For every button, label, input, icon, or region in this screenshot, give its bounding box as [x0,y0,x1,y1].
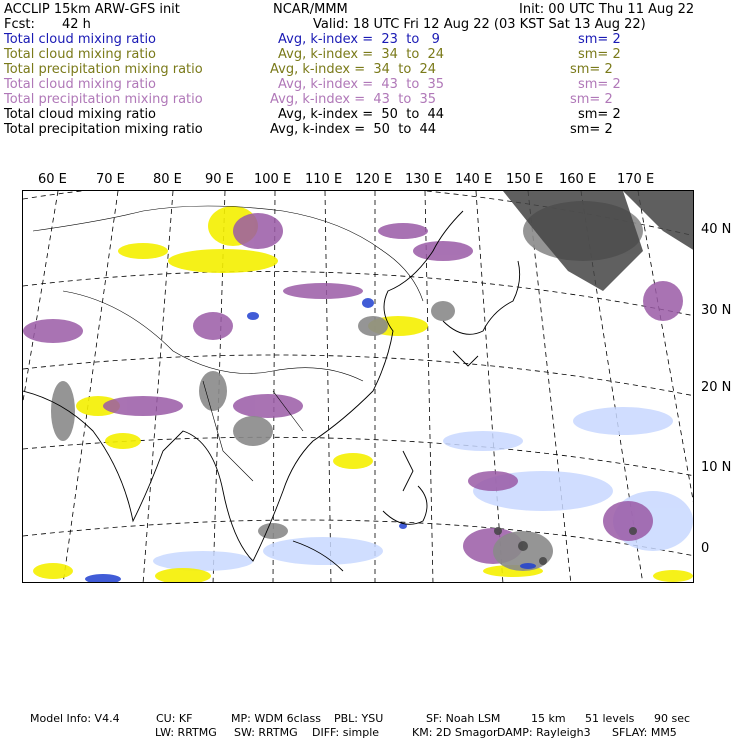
valid-time: Valid: 18 UTC Fri 12 Aug 22 (03 KST Sat 13 Aug 22) [313,17,646,32]
footer-damp: DAMP: Rayleigh3 [497,726,591,739]
legend-row-2-sm: sm= 2 [578,47,621,62]
legend-row-2-name: Total cloud mixing ratio [4,47,157,62]
legend-row-4-sm: sm= 2 [578,77,621,92]
legend-row-7-avg: Avg, k-index = 50 to 44 [270,122,437,137]
legend-row-3-avg: Avg, k-index = 34 to 24 [270,62,437,77]
footer-lw: LW: RRTMG [155,726,217,739]
legend-row-3-sm: sm= 2 [570,62,613,77]
footer-model-info: Model Info: V4.4 [30,712,120,725]
lon-label-80e: 80 E [153,172,182,187]
footer-sw: SW: RRTMG [234,726,298,739]
center-title: NCAR/MMM [273,2,348,17]
lon-label-160e: 160 E [559,172,597,187]
lon-label-90e: 90 E [205,172,234,187]
legend-row-6-name: Total cloud mixing ratio [4,107,157,122]
lon-label-70e: 70 E [96,172,125,187]
legend-row-7-name: Total precipitation mixing ratio [4,122,203,137]
model-title: ACCLIP 15km ARW-GFS init [4,2,180,17]
footer-sf: SF: Noah LSM [426,712,501,725]
legend-row-1-sm: sm= 2 [578,32,621,47]
forecast-label: Fcst: [4,17,35,32]
legend-row-1-name: Total cloud mixing ratio [4,32,157,47]
legend-row-4-name: Total cloud mixing ratio [4,77,157,92]
lat-label-10n: 10 N [701,460,732,475]
legend-row-3-name: Total precipitation mixing ratio [4,62,203,77]
map-panel [22,190,694,583]
legend-row-5-name: Total precipitation mixing ratio [4,92,203,107]
footer-levels: 51 levels [585,712,635,725]
legend-row-5-avg: Avg, k-index = 43 to 35 [270,92,437,107]
legend-row-6-sm: sm= 2 [578,107,621,122]
lat-label-30n: 30 N [701,303,732,318]
lon-label-120e: 120 E [355,172,393,187]
lat-label-20n: 20 N [701,380,732,395]
footer-km: KM: 2D Smagor [412,726,498,739]
lon-label-130e: 130 E [405,172,443,187]
footer-mp: MP: WDM 6class [231,712,321,725]
init-time: Init: 00 UTC Thu 11 Aug 22 [519,2,695,17]
legend-row-7-sm: sm= 2 [570,122,613,137]
lon-label-100e: 100 E [254,172,292,187]
footer-cu: CU: KF [156,712,193,725]
footer-diff: DIFF: simple [312,726,380,739]
forecast-map [23,191,694,583]
lon-label-170e: 170 E [617,172,655,187]
legend-row-2-avg: Avg, k-index = 34 to 24 [278,47,445,62]
legend-row-4-avg: Avg, k-index = 43 to 35 [278,77,445,92]
footer-resolution: 15 km [531,712,566,725]
forecast-hours: 42 h [62,17,91,32]
legend-row-5-sm: sm= 2 [570,92,613,107]
footer-sflay: SFLAY: MM5 [612,726,677,739]
lon-label-60e: 60 E [38,172,67,187]
lon-label-110e: 110 E [305,172,343,187]
legend-row-6-avg: Avg, k-index = 50 to 44 [278,107,445,122]
lat-label-40n: 40 N [701,222,732,237]
country-boundaries [33,206,423,481]
lon-label-140e: 140 E [455,172,493,187]
legend-row-1-avg: Avg, k-index = 23 to 9 [278,32,440,47]
lat-label-0: 0 [701,541,710,556]
lon-label-150e: 150 E [506,172,544,187]
footer-timestep: 90 sec [654,712,691,725]
footer-pbl: PBL: YSU [334,712,384,725]
